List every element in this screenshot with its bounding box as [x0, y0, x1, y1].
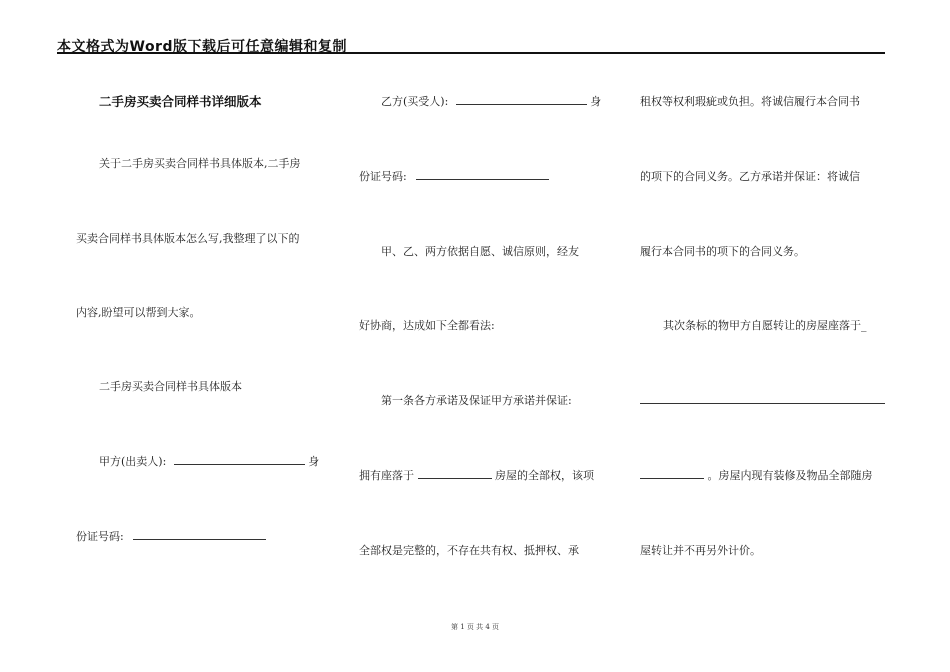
paragraph-line: 的项下的合同义务。乙方承诺并保证：将诚信: [640, 170, 860, 183]
document-title: 二手房买卖合同样书详细版本: [99, 94, 262, 109]
party-b-label: 乙方(买受人):: [381, 95, 449, 108]
fill-blank: [418, 467, 492, 479]
header-divider: [57, 52, 885, 54]
section-heading: 二手房买卖合同样书具体版本: [99, 380, 242, 393]
location-suffix: 房屋的全部权，该项: [495, 469, 594, 482]
article-heading: 第一条各方承诺及保证甲方承诺并保证:: [381, 394, 572, 407]
party-b-suffix: 身: [590, 95, 602, 108]
location-label: 拥有座落于: [359, 469, 414, 482]
id-number-label: 份证号码:: [76, 530, 124, 543]
paragraph-line: 全部权是完整的，不存在共有权、抵押权、承: [359, 544, 579, 557]
page-header-note: 本文格式为Word版下载后可任意编辑和复制: [57, 39, 347, 55]
fill-blank: [133, 528, 266, 540]
fill-blank-full: [640, 403, 885, 404]
fill-blank: [456, 93, 587, 105]
paragraph-line: 买卖合同样书具体版本怎么写,我整理了以下的: [76, 232, 300, 245]
party-a-label: 甲方(出卖人):: [99, 455, 167, 468]
paragraph-line: 甲、乙、两方依据自愿、诚信原则，经友: [381, 245, 579, 258]
id-number-label: 份证号码:: [359, 170, 407, 183]
paragraph-line: 履行本合同书的项下的合同义务。: [640, 245, 805, 258]
paragraph-line: 关于二手房买卖合同样书具体版本,二手房: [99, 157, 301, 170]
fill-blank: [416, 168, 549, 180]
paragraph-line: 租权等权利瑕疵或负担。将诚信履行本合同书: [640, 95, 860, 108]
party-b-line: [381, 93, 601, 109]
paragraph-line: [359, 467, 594, 483]
id-number-line: [359, 168, 549, 184]
paragraph-line: [640, 467, 873, 483]
paragraph-line: 内容,盼望可以帮到大家。: [76, 306, 201, 319]
page-number: 第 1 页 共 4 页: [450, 623, 500, 631]
party-a-suffix: 身: [308, 455, 320, 468]
paragraph-line: 屋转让并不再另外计价。: [640, 544, 761, 557]
paragraph-line: 好协商，达成如下全都看法:: [359, 319, 495, 332]
party-a-line: [99, 453, 319, 469]
article-heading: 其次条标的物甲方自愿转让的房屋座落于_: [663, 319, 867, 332]
furnishing-text: 。房屋内现有装修及物品全部随房: [707, 469, 873, 482]
fill-blank: [174, 453, 305, 465]
fill-blank: [640, 467, 704, 479]
id-number-line: [76, 528, 266, 544]
